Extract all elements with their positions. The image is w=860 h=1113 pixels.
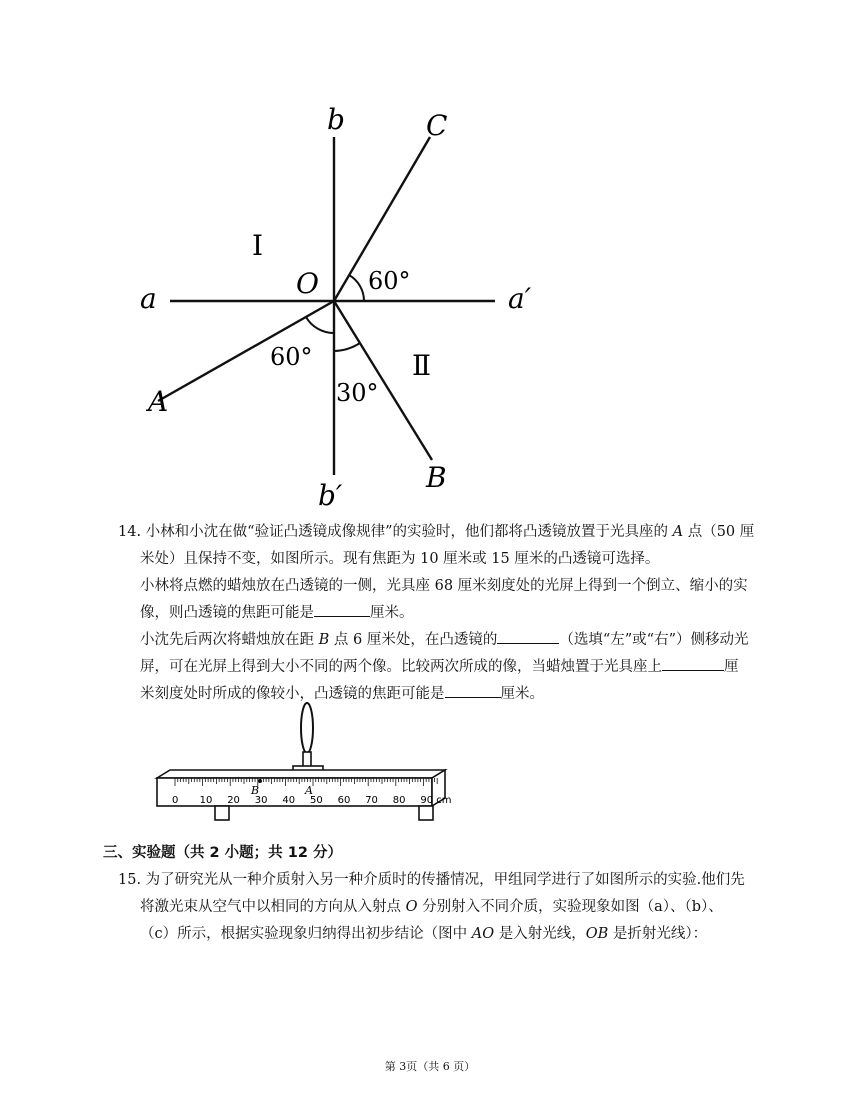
ruler-tick-label: 80	[392, 795, 406, 806]
bench-label-a: A	[305, 784, 313, 797]
label-c: C	[426, 109, 448, 142]
label-a-prime: a′	[508, 282, 532, 315]
bench-label-b: B	[251, 784, 260, 797]
ruler-tick-label: 50	[310, 795, 323, 806]
section-3-heading: 三、实验题（共 2 小题；共 12 分）	[103, 845, 342, 861]
angle-label-60-bottom: 60°	[270, 343, 313, 371]
region-1-label: I	[252, 229, 264, 262]
answer-blank-2[interactable]	[497, 629, 559, 644]
ruler-tick-label: 0	[172, 795, 179, 806]
q14-number: 14.	[118, 524, 142, 540]
ruler-tick-label: 10	[199, 795, 213, 806]
q15-line1: 15. 为了研究光从一种介质射入另一种介质时的传播情况，甲组同学进行了如图所示的实验.他们先	[118, 872, 745, 888]
angle-arc-60-bottom	[306, 317, 334, 333]
label-b-prime: b′	[318, 479, 343, 512]
angle-label-30: 30°	[336, 379, 379, 407]
answer-blank-3[interactable]	[662, 656, 724, 671]
label-B: B	[426, 461, 447, 494]
answer-blank-4[interactable]	[445, 683, 501, 698]
label-a: a	[140, 282, 157, 315]
ruler-tick-label: 30	[254, 795, 268, 806]
bench-top	[157, 770, 445, 778]
question-14: 14. 小林和小沈在做“验证凸透镜成像规律”的实验时，他们都将凸透镜放置于光具座的 A 点（50 厘 米处）且保持不变，如图所示。现有焦距为 10 厘米或 15 厘米的凸透镜可选择。 小林将点燃的蜡烛放在凸透镜的一侧，光具座 68 厘米刻度处的光屏上得到一个倒立、缩小的实 像，则凸透镜的焦距可能是 厘米。 小沈先后两次将蜡烛放在距 B 点 6 厘米处，在凸透镜的 （选填“左”或“右”）侧移动光 屏，可在光屏上得到大小不同的两个像。比较两次所成的像，当蜡烛置于光具座上 厘 米刻度处时所成的像较小，凸透镜的焦距可能是 厘米。	[118, 519, 778, 708]
angle-arc-30	[334, 343, 360, 351]
q14-line2: 米处）且保持不变，如图所示。现有焦距为 10 厘米或 15 厘米的凸透镜可选择。	[140, 551, 660, 567]
answer-blank-1[interactable]	[314, 602, 370, 617]
refraction-diagram	[120, 95, 560, 515]
q14-line3: 小林将点燃的蜡烛放在凸透镜的一侧，光具座 68 厘米刻度处的光屏上得到一个倒立、缩小的实	[140, 578, 748, 594]
ruler-tick-label: 90 cm	[420, 795, 452, 806]
optical-bench-figure	[145, 700, 475, 830]
ruler-tick-label: 60	[337, 795, 351, 806]
ruler-tick-label: 20	[227, 795, 240, 806]
question-15: 15. 为了研究光从一种介质射入另一种介质时的传播情况，甲组同学进行了如图所示的实验.他们先 将激光束从空气中以相同的方向从入射点 O 分别射入不同介质，实验现象如图（a）、（b）、 （c）所示，根据实验现象归纳得出初步结论（图中 AO 是入射光线，OB 是折射光线）：	[118, 867, 778, 948]
angle-arc-60-top	[349, 275, 364, 301]
point-b-marker	[258, 779, 262, 783]
page-footer: 第 3页（共 6 页）	[384, 1060, 476, 1073]
region-2-label: Ⅱ	[412, 349, 432, 382]
label-A: A	[148, 385, 169, 418]
label-b: b	[327, 103, 345, 136]
label-o: O	[296, 267, 319, 300]
bench-foot-left	[215, 806, 229, 820]
ruler-tick-label: 40	[282, 795, 296, 806]
angle-label-60-top: 60°	[368, 267, 411, 295]
ruler-tick-label: 70	[365, 795, 378, 806]
bench-foot-right	[419, 806, 433, 820]
convex-lens	[301, 703, 313, 753]
